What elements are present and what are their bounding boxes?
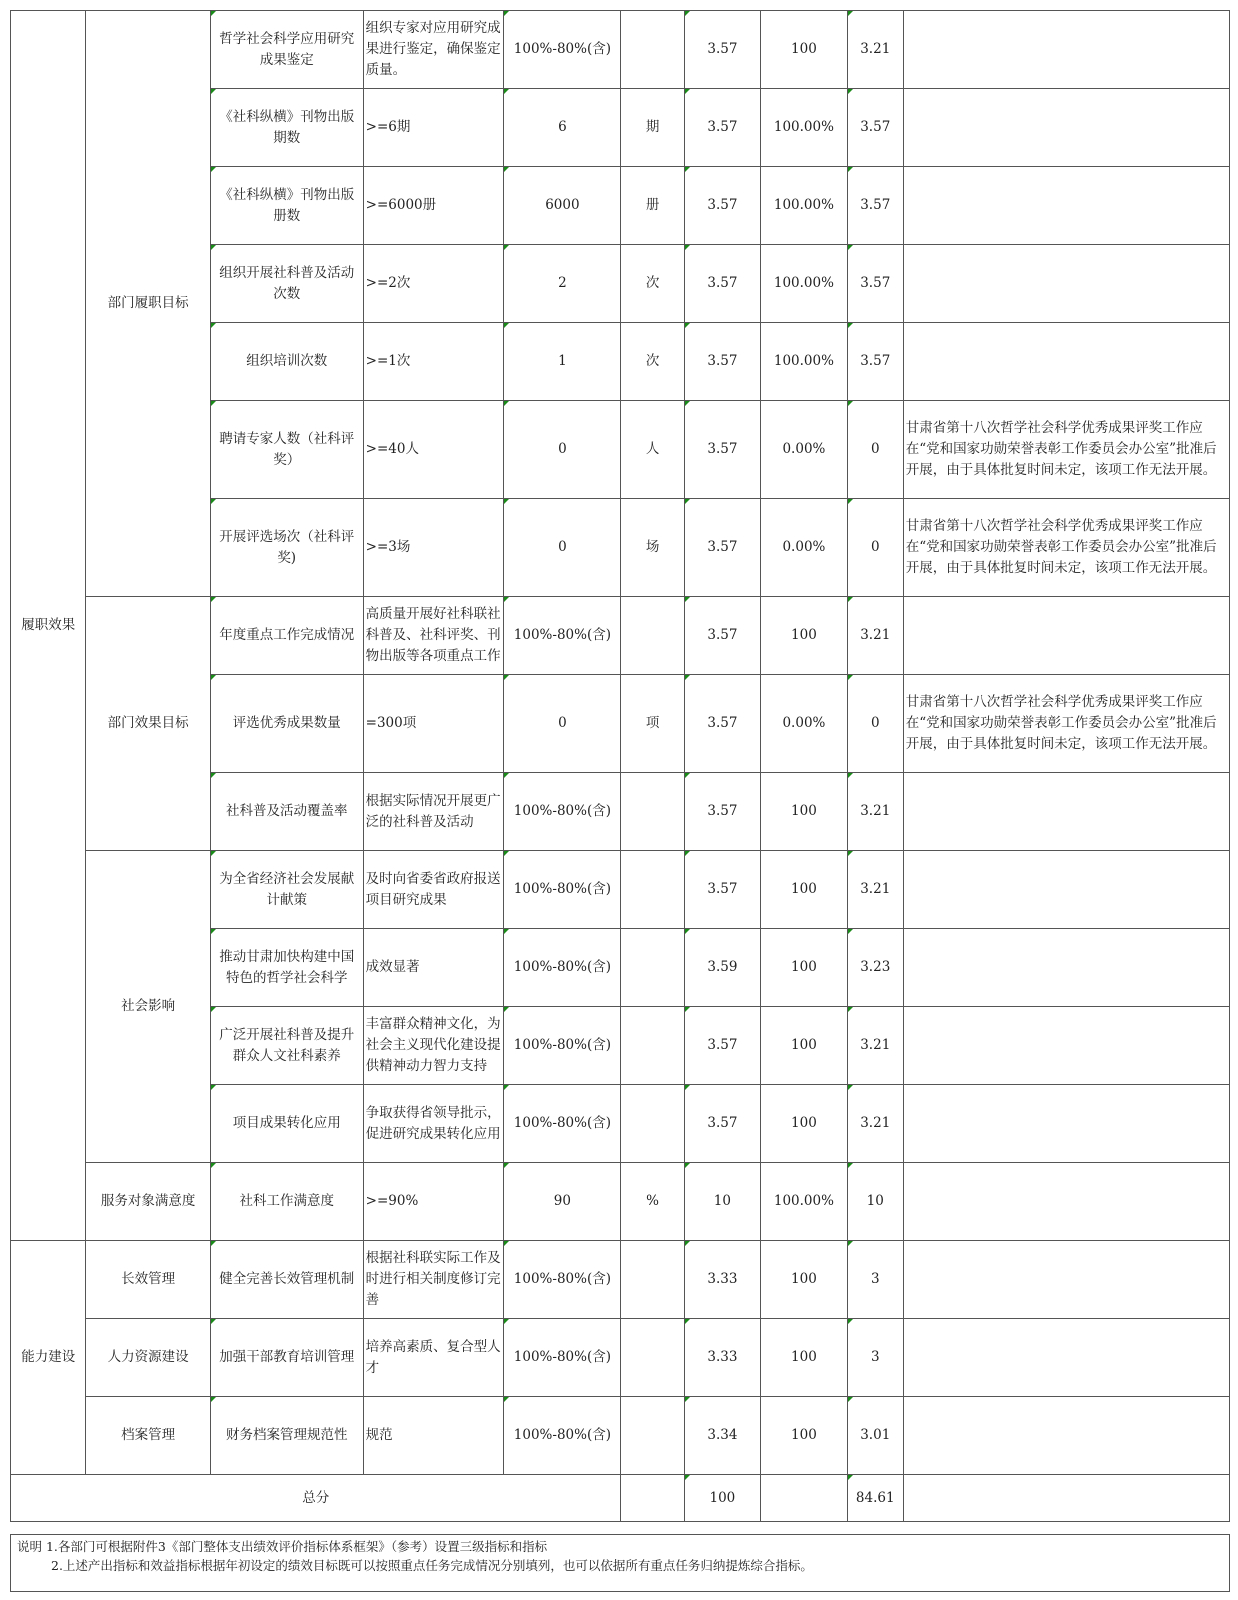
actual-cell: 0 (504, 675, 621, 773)
target-cell: 成效显著 (363, 929, 504, 1007)
score-cell: 3.01 (847, 1397, 903, 1475)
unit-cell: 人 (621, 401, 684, 499)
score-cell: 0 (847, 675, 903, 773)
unit-cell (621, 1319, 684, 1397)
unit-cell: 项 (621, 675, 684, 773)
target-cell: >=40人 (363, 401, 504, 499)
weight-cell: 3.57 (684, 89, 760, 167)
table-row (11, 1241, 1230, 1319)
actual-cell: 100%-80%(含) (504, 1007, 621, 1085)
score-cell: 3.21 (847, 1085, 903, 1163)
weight-cell: 3.57 (684, 597, 760, 675)
rate-cell: 100.00% (761, 167, 848, 245)
remark-cell (903, 1241, 1229, 1319)
remark-cell: 甘肃省第十八次哲学社会科学优秀成果评奖工作应在“党和国家功勋荣誉表彰工作委员会办公室”批准后开展，由于具体批复时间未定，该项工作无法开展。 (903, 499, 1229, 597)
weight-cell: 3.59 (684, 929, 760, 1007)
unit-cell: 册 (621, 167, 684, 245)
weight-cell: 3.34 (684, 1397, 760, 1475)
actual-cell: 100%-80%(含) (504, 773, 621, 851)
actual-cell: 100%-80%(含) (504, 929, 621, 1007)
weight-cell: 3.57 (684, 1085, 760, 1163)
indicator-cell: 广泛开展社科普及提升群众人文社科素养 (210, 1007, 363, 1085)
unit-cell (621, 597, 684, 675)
rate-cell: 100 (761, 1397, 848, 1475)
unit-cell (621, 851, 684, 929)
score-cell: 3 (847, 1241, 903, 1319)
remark-cell: 甘肃省第十八次哲学社会科学优秀成果评奖工作应在“党和国家功勋荣誉表彰工作委员会办公室”批准后开展，由于具体批复时间未定，该项工作无法开展。 (903, 401, 1229, 499)
score-cell: 0 (847, 499, 903, 597)
weight-cell: 3.57 (684, 245, 760, 323)
rate-cell: 0.00% (761, 675, 848, 773)
remark-cell (903, 245, 1229, 323)
actual-cell: 0 (504, 401, 621, 499)
indicator-cell: 年度重点工作完成情况 (210, 597, 363, 675)
total-weight: 100 (684, 1475, 760, 1522)
level2-cell: 档案管理 (86, 1397, 210, 1475)
actual-cell: 2 (504, 245, 621, 323)
rate-cell: 100 (761, 929, 848, 1007)
level1-cell: 履职效果 (11, 11, 86, 1241)
rate-cell: 100 (761, 1085, 848, 1163)
table-row (11, 597, 1230, 675)
note-line-1: 说明 1.各部门可根据附件3《部门整体支出绩效评价指标体系框架》（参考）设置三级指标和指标 (17, 1539, 548, 1554)
actual-cell: 100%-80%(含) (504, 11, 621, 89)
level1-cell: 能力建设 (11, 1241, 86, 1475)
remark-cell (903, 851, 1229, 929)
table-row (11, 1397, 1230, 1475)
indicator-cell: 聘请专家人数（社科评奖） (210, 401, 363, 499)
total-remark-cell (903, 1475, 1229, 1522)
remark-cell (903, 597, 1229, 675)
remark-cell (903, 1397, 1229, 1475)
unit-cell (621, 773, 684, 851)
weight-cell: 3.57 (684, 499, 760, 597)
weight-cell: 3.57 (684, 167, 760, 245)
indicator-cell: 社科工作满意度 (210, 1163, 363, 1241)
remark-cell (903, 89, 1229, 167)
indicator-cell: 财务档案管理规范性 (210, 1397, 363, 1475)
total-row (11, 1475, 1230, 1522)
table-row (11, 1319, 1230, 1397)
unit-cell (621, 1397, 684, 1475)
level2-cell: 部门履职目标 (86, 11, 210, 597)
target-cell: 争取获得省领导批示，促进研究成果转化应用 (363, 1085, 504, 1163)
score-cell: 0 (847, 401, 903, 499)
rate-cell: 100 (761, 1241, 848, 1319)
weight-cell: 3.33 (684, 1241, 760, 1319)
target-cell: 丰富群众精神文化，为社会主义现代化建设提供精神动力智力支持 (363, 1007, 504, 1085)
remark-cell: 甘肃省第十八次哲学社会科学优秀成果评奖工作应在“党和国家功勋荣誉表彰工作委员会办公室”批准后开展，由于具体批复时间未定，该项工作无法开展。 (903, 675, 1229, 773)
indicator-cell: 评选优秀成果数量 (210, 675, 363, 773)
total-rate-cell (761, 1475, 848, 1522)
table-row (11, 1163, 1230, 1241)
note-line-2: 2.上述产出指标和效益指标根据年初设定的绩效目标既可以按照重点任务完成情况分别填列，也可以依据所有重点任务归纳提炼综合指标。 (51, 1558, 813, 1573)
score-cell: 10 (847, 1163, 903, 1241)
target-cell: >=90% (363, 1163, 504, 1241)
target-cell: >=6000册 (363, 167, 504, 245)
remark-cell (903, 1319, 1229, 1397)
notes-block (10, 1534, 1230, 1592)
unit-cell (621, 1007, 684, 1085)
unit-cell (621, 1241, 684, 1319)
target-cell: >=6期 (363, 89, 504, 167)
unit-cell (621, 11, 684, 89)
target-cell: 根据实际情况开展更广泛的社科普及活动 (363, 773, 504, 851)
actual-cell: 100%-80%(含) (504, 597, 621, 675)
level2-cell: 部门效果目标 (86, 597, 210, 851)
rate-cell: 100 (761, 597, 848, 675)
actual-cell: 100%-80%(含) (504, 1319, 621, 1397)
rate-cell: 0.00% (761, 401, 848, 499)
level2-cell: 社会影响 (86, 851, 210, 1163)
unit-cell: % (621, 1163, 684, 1241)
level2-cell: 服务对象满意度 (86, 1163, 210, 1241)
remark-cell (903, 1007, 1229, 1085)
indicator-cell: 加强干部教育培训管理 (210, 1319, 363, 1397)
weight-cell: 3.57 (684, 323, 760, 401)
target-cell: 高质量开展好社科联社科普及、社科评奖、刊物出版等各项重点工作 (363, 597, 504, 675)
indicator-cell: 健全完善长效管理机制 (210, 1241, 363, 1319)
actual-cell: 1 (504, 323, 621, 401)
actual-cell: 6000 (504, 167, 621, 245)
score-cell: 3.21 (847, 597, 903, 675)
remark-cell (903, 323, 1229, 401)
unit-cell: 期 (621, 89, 684, 167)
rate-cell: 100.00% (761, 1163, 848, 1241)
target-cell: >=1次 (363, 323, 504, 401)
score-cell: 3 (847, 1319, 903, 1397)
remark-cell (903, 167, 1229, 245)
indicator-cell: 推动甘肃加快构建中国特色的哲学社会科学 (210, 929, 363, 1007)
total-score: 84.61 (847, 1475, 903, 1522)
unit-cell: 次 (621, 245, 684, 323)
rate-cell: 100 (761, 851, 848, 929)
actual-cell: 90 (504, 1163, 621, 1241)
indicator-cell: 组织培训次数 (210, 323, 363, 401)
level2-cell: 长效管理 (86, 1241, 210, 1319)
score-cell: 3.21 (847, 773, 903, 851)
rate-cell: 100.00% (761, 323, 848, 401)
remark-cell (903, 1085, 1229, 1163)
actual-cell: 100%-80%(含) (504, 851, 621, 929)
score-cell: 3.21 (847, 11, 903, 89)
rate-cell: 100 (761, 1319, 848, 1397)
rate-cell: 100.00% (761, 245, 848, 323)
remark-cell (903, 929, 1229, 1007)
actual-cell: 6 (504, 89, 621, 167)
table-row (11, 11, 1230, 89)
score-cell: 3.57 (847, 323, 903, 401)
weight-cell: 3.57 (684, 851, 760, 929)
weight-cell: 3.57 (684, 401, 760, 499)
indicator-cell: 社科普及活动覆盖率 (210, 773, 363, 851)
actual-cell: 0 (504, 499, 621, 597)
weight-cell: 3.33 (684, 1319, 760, 1397)
table-row (11, 851, 1230, 929)
rate-cell: 100 (761, 1007, 848, 1085)
indicator-cell: 开展评选场次（社科评奖) (210, 499, 363, 597)
indicator-cell: 哲学社会科学应用研究成果鉴定 (210, 11, 363, 89)
remark-cell (903, 11, 1229, 89)
target-cell: =300项 (363, 675, 504, 773)
target-cell: 及时向省委省政府报送项目研究成果 (363, 851, 504, 929)
indicator-cell: 《社科纵横》刊物出版期数 (210, 89, 363, 167)
indicator-cell: 组织开展社科普及活动次数 (210, 245, 363, 323)
rate-cell: 100 (761, 773, 848, 851)
score-cell: 3.21 (847, 851, 903, 929)
unit-cell (621, 929, 684, 1007)
remark-cell (903, 1163, 1229, 1241)
actual-cell: 100%-80%(含) (504, 1241, 621, 1319)
score-cell: 3.57 (847, 89, 903, 167)
total-label: 总分 (11, 1475, 621, 1522)
rate-cell: 100.00% (761, 89, 848, 167)
total-unit-cell (621, 1475, 684, 1522)
performance-table (10, 10, 1230, 1522)
remark-cell (903, 773, 1229, 851)
score-cell: 3.57 (847, 245, 903, 323)
target-cell: 培养高素质、复合型人才 (363, 1319, 504, 1397)
target-cell: 规范 (363, 1397, 504, 1475)
indicator-cell: 项目成果转化应用 (210, 1085, 363, 1163)
score-cell: 3.21 (847, 1007, 903, 1085)
score-cell: 3.57 (847, 167, 903, 245)
rate-cell: 100 (761, 11, 848, 89)
indicator-cell: 为全省经济社会发展献计献策 (210, 851, 363, 929)
unit-cell (621, 1085, 684, 1163)
score-cell: 3.23 (847, 929, 903, 1007)
weight-cell: 3.57 (684, 11, 760, 89)
actual-cell: 100%-80%(含) (504, 1397, 621, 1475)
rate-cell: 0.00% (761, 499, 848, 597)
weight-cell: 3.57 (684, 1007, 760, 1085)
target-cell: 根据社科联实际工作及时进行相关制度修订完善 (363, 1241, 504, 1319)
weight-cell: 3.57 (684, 773, 760, 851)
unit-cell: 次 (621, 323, 684, 401)
weight-cell: 3.57 (684, 675, 760, 773)
target-cell: >=2次 (363, 245, 504, 323)
target-cell: 组织专家对应用研究成果进行鉴定，确保鉴定质量。 (363, 11, 504, 89)
weight-cell: 10 (684, 1163, 760, 1241)
indicator-cell: 《社科纵横》刊物出版册数 (210, 167, 363, 245)
level2-cell: 人力资源建设 (86, 1319, 210, 1397)
target-cell: >=3场 (363, 499, 504, 597)
unit-cell: 场 (621, 499, 684, 597)
actual-cell: 100%-80%(含) (504, 1085, 621, 1163)
